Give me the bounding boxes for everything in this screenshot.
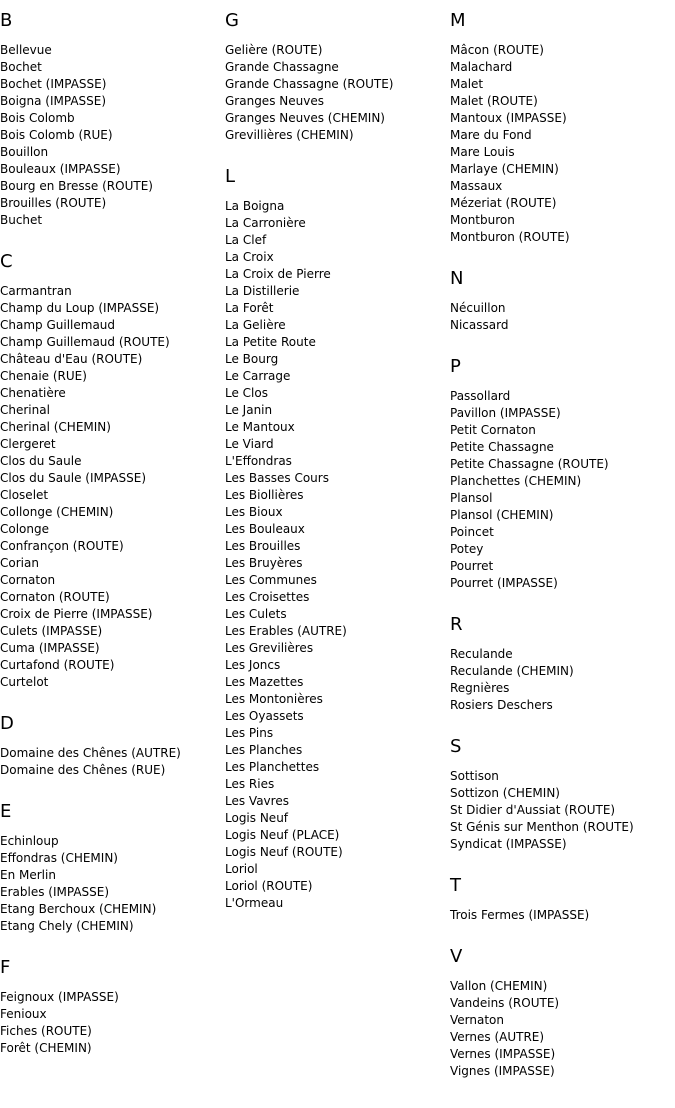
letter-section: [0, 713, 220, 779]
street-entry: La Carronière: [225, 216, 306, 230]
street-entry: Etang Berchoux (CHEMIN): [0, 902, 157, 916]
street-entry: Grevillières (CHEMIN): [225, 128, 354, 142]
street-entry: Syndicat (IMPASSE): [450, 837, 567, 851]
street-entry: Le Viard: [225, 437, 274, 451]
street-entry: Feignoux (IMPASSE): [0, 990, 119, 1004]
street-entry: Les Culets: [225, 607, 287, 621]
letter-section: [225, 10, 445, 144]
street-entry: Les Planches: [225, 743, 303, 757]
street-entry: La Boigna: [225, 199, 285, 213]
street-entry: Colonge: [0, 522, 50, 536]
street-entry: La Croix: [225, 250, 274, 264]
street-entry: Rosiers Deschers: [450, 698, 553, 712]
street-entry: Malet (ROUTE): [450, 94, 538, 108]
street-entry: Mantoux (IMPASSE): [450, 111, 567, 125]
street-entry: Mare du Fond: [450, 128, 532, 142]
street-entry: Bouleaux (IMPASSE): [0, 162, 121, 176]
street-entry: Les Basses Cours: [225, 471, 329, 485]
street-entry: Corian: [0, 556, 39, 570]
street-entry: Domaine des Chênes (AUTRE): [0, 746, 181, 760]
street-entry: Vernaton: [450, 1013, 504, 1027]
street-entry: Bouillon: [0, 145, 49, 159]
street-entry: Domaine des Chênes (RUE): [0, 763, 166, 777]
street-entry: Cherinal (CHEMIN): [0, 420, 111, 434]
street-entry: Cornaton: [0, 573, 56, 587]
street-entry: Les Ries: [225, 777, 275, 791]
street-entry: Curtafond (ROUTE): [0, 658, 115, 672]
section-letter-heading: T: [450, 875, 461, 896]
street-entry: Château d'Eau (ROUTE): [0, 352, 143, 366]
street-entry: Cuma (IMPASSE): [0, 641, 100, 655]
section-letter-heading: P: [450, 356, 461, 377]
street-entry: Montburon (ROUTE): [450, 230, 570, 244]
street-entry: Mâcon (ROUTE): [450, 43, 544, 57]
street-entry: Trois Fermes (IMPASSE): [450, 908, 590, 922]
street-entry: Poincet: [450, 525, 494, 539]
street-entry: Fiches (ROUTE): [0, 1024, 92, 1038]
letter-section: [450, 875, 675, 924]
street-entry: Planchettes (CHEMIN): [450, 474, 582, 488]
street-entry: La Distillerie: [225, 284, 300, 298]
street-entry: Petite Chassagne (ROUTE): [450, 457, 609, 471]
street-entry: Pavillon (IMPASSE): [450, 406, 561, 420]
street-entry: Boigna (IMPASSE): [0, 94, 107, 108]
street-entry: Culets (IMPASSE): [0, 624, 103, 638]
street-entry: Champ Guillemaud (ROUTE): [0, 335, 170, 349]
section-letter-heading: B: [0, 10, 13, 31]
street-entry: Etang Chely (CHEMIN): [0, 919, 134, 933]
section-letter-heading: D: [0, 713, 14, 734]
street-entry: Bellevue: [0, 43, 52, 57]
street-entry: Closelet: [0, 488, 49, 502]
street-entry: Grande Chassagne (ROUTE): [225, 77, 394, 91]
street-entry: Malachard: [450, 60, 513, 74]
index-column-1: [0, 10, 220, 1079]
letter-section: [450, 946, 675, 1080]
street-entry: La Croix de Pierre: [225, 267, 331, 281]
section-letter-heading: L: [225, 166, 236, 187]
street-entry: La Forêt: [225, 301, 274, 315]
street-entry: Granges Neuves (CHEMIN): [225, 111, 385, 125]
street-entry: Gelière (ROUTE): [225, 43, 323, 57]
street-entry: Chenatière: [0, 386, 66, 400]
section-letter-heading: C: [0, 251, 13, 272]
street-entry: Passollard: [450, 389, 511, 403]
letter-section: [450, 10, 675, 246]
street-entry: La Gelière: [225, 318, 286, 332]
street-entry: Plansol: [450, 491, 493, 505]
street-entry: Les Montonières: [225, 692, 323, 706]
street-entry: Les Vavres: [225, 794, 289, 808]
street-entry: Champ Guillemaud: [0, 318, 116, 332]
street-entry: Le Mantoux: [225, 420, 295, 434]
street-entry: Granges Neuves: [225, 94, 324, 108]
street-entry: Curtelot: [0, 675, 49, 689]
street-entry: Mare Louis: [450, 145, 515, 159]
street-entry: Collonge (CHEMIN): [0, 505, 114, 519]
street-entry: Reculande (CHEMIN): [450, 664, 574, 678]
street-entry: Les Pins: [225, 726, 274, 740]
street-entry: Logis Neuf (PLACE): [225, 828, 340, 842]
street-entry: Cherinal: [0, 403, 50, 417]
street-entry: Vandeins (ROUTE): [450, 996, 560, 1010]
street-entry: Les Biollières: [225, 488, 304, 502]
street-entry: Buchet: [0, 213, 43, 227]
street-entry: Bois Colomb (RUE): [0, 128, 113, 142]
street-entry: Mézeriat (ROUTE): [450, 196, 557, 210]
letter-section: [0, 10, 220, 229]
street-entry: St Didier d'Aussiat (ROUTE): [450, 803, 616, 817]
street-entry: Echinloup: [0, 834, 59, 848]
street-entry: Vallon (CHEMIN): [450, 979, 548, 993]
letter-section: [0, 957, 220, 1057]
street-entry: Pourret: [450, 559, 494, 573]
street-entry: Brouilles (ROUTE): [0, 196, 107, 210]
street-entry: Vernes (IMPASSE): [450, 1047, 556, 1061]
street-entry: Vignes (IMPASSE): [450, 1064, 555, 1078]
street-entry: Clergeret: [0, 437, 56, 451]
street-entry: Les Communes: [225, 573, 317, 587]
street-entry: Regnières: [450, 681, 510, 695]
street-entry: Massaux: [450, 179, 503, 193]
street-entry: Nicassard: [450, 318, 509, 332]
street-entry: Sottison: [450, 769, 499, 783]
street-entry: Montburon: [450, 213, 515, 227]
street-entry: Sottizon (CHEMIN): [450, 786, 560, 800]
street-entry: Le Clos: [225, 386, 268, 400]
street-entry: Loriol (ROUTE): [225, 879, 313, 893]
street-entry: Bochet: [0, 60, 42, 74]
street-entry: L'Ormeau: [225, 896, 284, 910]
street-entry: Cornaton (ROUTE): [0, 590, 110, 604]
street-entry: Loriol: [225, 862, 258, 876]
street-entry: Confrançon (ROUTE): [0, 539, 124, 553]
letter-section: [450, 356, 675, 592]
street-entry: Croix de Pierre (IMPASSE): [0, 607, 153, 621]
street-entry: Le Janin: [225, 403, 273, 417]
street-entry: Les Bruyères: [225, 556, 303, 570]
street-entry: Les Oyassets: [225, 709, 304, 723]
street-entry: Clos du Saule: [0, 454, 82, 468]
street-entry: Bochet (IMPASSE): [0, 77, 107, 91]
street-entry: Reculande: [450, 647, 513, 661]
street-entry: Forêt (CHEMIN): [0, 1041, 92, 1055]
street-entry: Grande Chassagne: [225, 60, 339, 74]
street-entry: Les Brouilles: [225, 539, 301, 553]
street-entry: Pourret (IMPASSE): [450, 576, 558, 590]
letter-section: [450, 614, 675, 714]
section-letter-heading: N: [450, 268, 464, 289]
street-entry: Les Erables (AUTRE): [225, 624, 347, 638]
street-entry: Le Bourg: [225, 352, 279, 366]
street-entry: Chenaie (RUE): [0, 369, 87, 383]
street-entry: La Petite Route: [225, 335, 316, 349]
street-entry: En Merlin: [0, 868, 56, 882]
street-entry: Petite Chassagne: [450, 440, 554, 454]
street-entry: Les Planchettes: [225, 760, 320, 774]
index-column-2: [225, 10, 445, 934]
street-entry: Plansol (CHEMIN): [450, 508, 554, 522]
street-entry: Les Joncs: [225, 658, 281, 672]
street-entry: Bourg en Bresse (ROUTE): [0, 179, 153, 193]
street-entry: Les Bioux: [225, 505, 283, 519]
street-entry: Fenioux: [0, 1007, 47, 1021]
street-entry: Bois Colomb: [0, 111, 75, 125]
section-letter-heading: R: [450, 614, 463, 635]
street-entry: Les Croisettes: [225, 590, 310, 604]
street-entry: Les Mazettes: [225, 675, 304, 689]
street-entry: Petit Cornaton: [450, 423, 536, 437]
street-entry: Clos du Saule (IMPASSE): [0, 471, 147, 485]
section-letter-heading: F: [0, 957, 11, 978]
street-entry: Vernes (AUTRE): [450, 1030, 545, 1044]
letter-section: [225, 166, 445, 912]
letter-section: [450, 268, 675, 334]
street-entry: Carmantran: [0, 284, 72, 298]
street-entry: Logis Neuf: [225, 811, 289, 825]
index-column-3: [450, 10, 675, 1102]
street-entry: Potey: [450, 542, 484, 556]
street-entry: Les Bouleaux: [225, 522, 305, 536]
letter-section: [450, 736, 675, 853]
section-letter-heading: M: [450, 10, 466, 31]
letter-section: [0, 251, 220, 691]
street-entry: Marlaye (CHEMIN): [450, 162, 559, 176]
street-entry: Champ du Loup (IMPASSE): [0, 301, 160, 315]
letter-section: [0, 801, 220, 935]
section-letter-heading: S: [450, 736, 462, 757]
street-entry: La Clef: [225, 233, 267, 247]
section-letter-heading: V: [450, 946, 463, 967]
street-entry: Nécuillon: [450, 301, 506, 315]
street-entry: Erables (IMPASSE): [0, 885, 110, 899]
street-entry: Les Grevilières: [225, 641, 314, 655]
street-entry: Effondras (CHEMIN): [0, 851, 118, 865]
street-entry: Malet: [450, 77, 484, 91]
street-entry: St Génis sur Menthon (ROUTE): [450, 820, 634, 834]
section-letter-heading: E: [0, 801, 12, 822]
street-entry: Le Carrage: [225, 369, 291, 383]
street-entry: L'Effondras: [225, 454, 292, 468]
section-letter-heading: G: [225, 10, 239, 31]
street-entry: Logis Neuf (ROUTE): [225, 845, 343, 859]
